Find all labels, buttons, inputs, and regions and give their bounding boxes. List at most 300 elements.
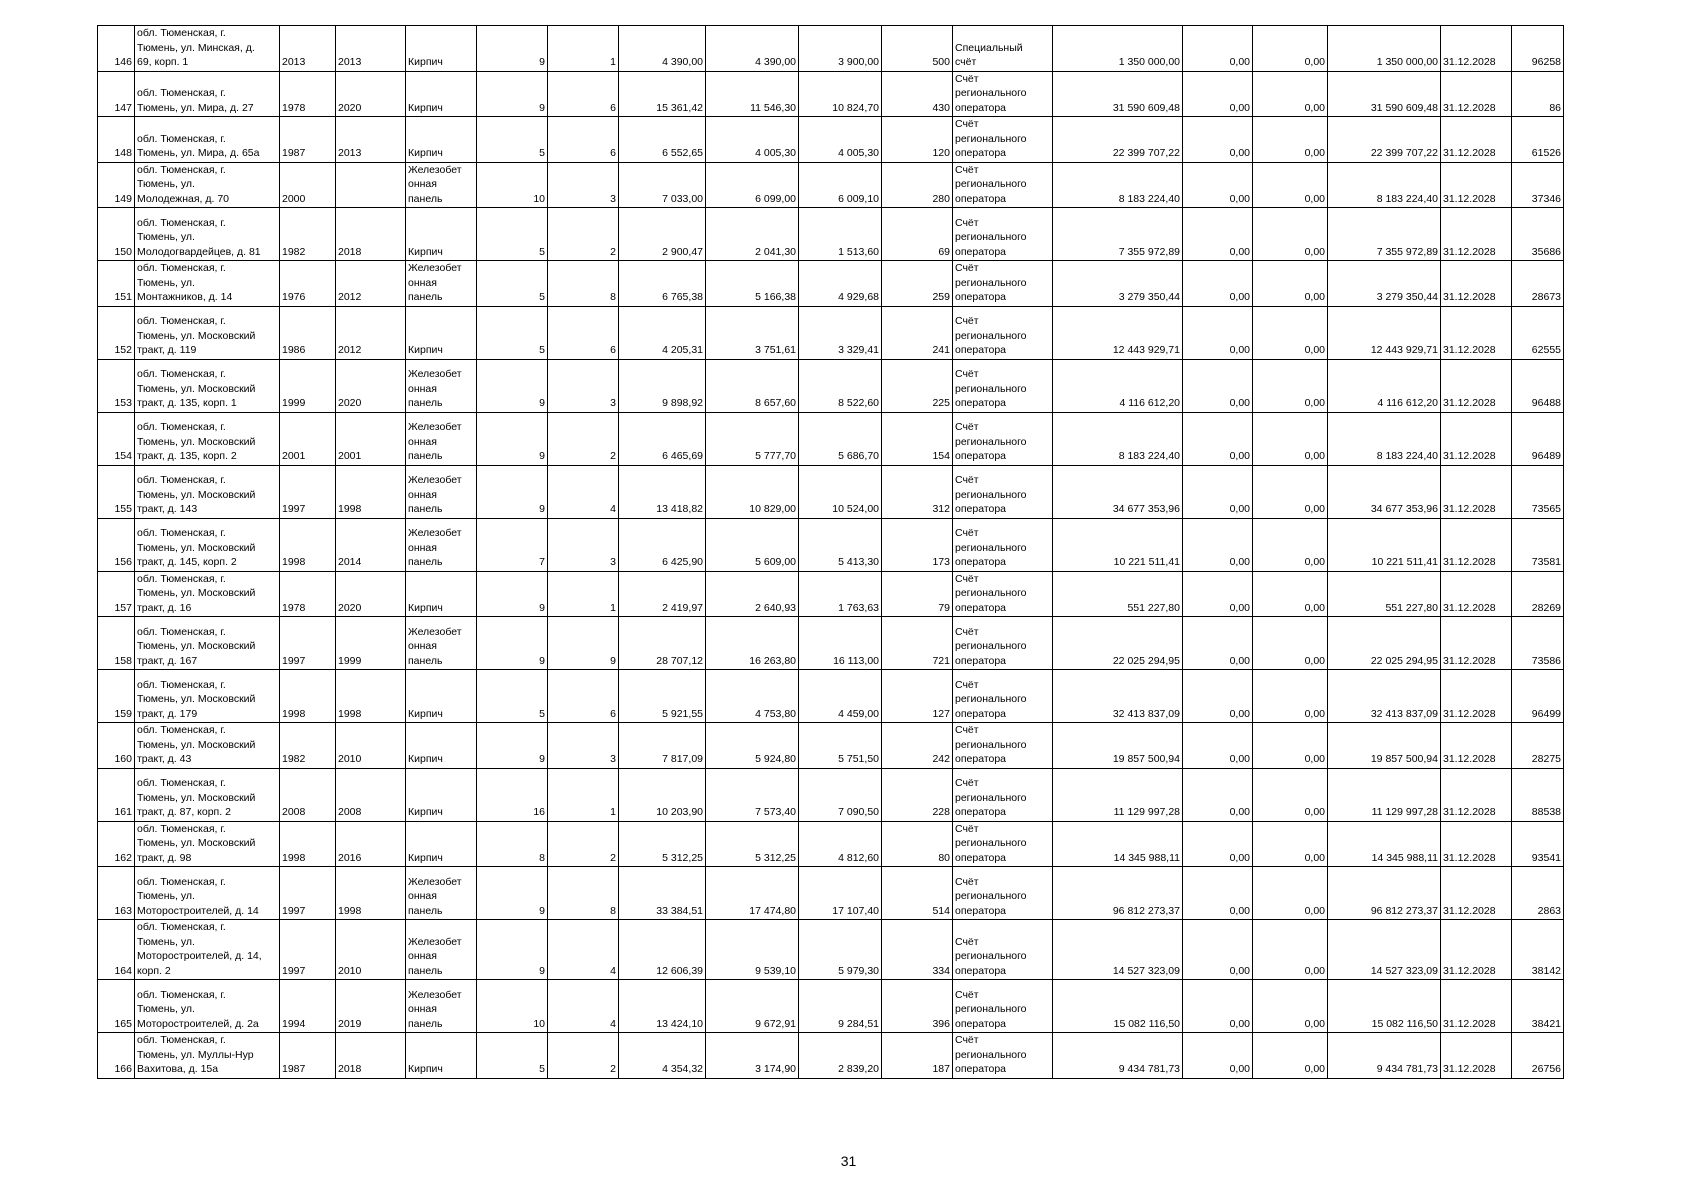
deadline-cell: 31.12.2028 — [1441, 359, 1512, 412]
table-row — [98, 518, 1564, 571]
residents-cell: 228 — [882, 768, 953, 821]
living-area-cell: 5 979,30 — [799, 920, 882, 980]
deadline-cell: 31.12.2028 — [1441, 1033, 1512, 1079]
total-cost-cell: 19 857 500,94 — [1053, 723, 1183, 769]
cost-b-cell: 0,00 — [1253, 26, 1328, 72]
cost-c-cell: 22 025 294,95 — [1328, 617, 1441, 670]
address-cell: обл. Тюменская, г. Тюмень, ул. Молодежная, д. 70 — [135, 162, 280, 208]
total-cost-cell: 22 399 707,22 — [1053, 117, 1183, 163]
wall-material-cell: Кирпич — [406, 71, 477, 117]
deadline-cell: 31.12.2028 — [1441, 306, 1512, 359]
living-area-cell: 1 763,63 — [799, 571, 882, 617]
address-cell: обл. Тюменская, г. Тюмень, ул. Московский тракт, д. 43 — [135, 723, 280, 769]
rooms-area-cell: 5 166,38 — [706, 261, 799, 307]
cost-a-cell: 0,00 — [1183, 208, 1253, 261]
rooms-area-cell: 5 609,00 — [706, 518, 799, 571]
total-cost-cell: 4 116 612,20 — [1053, 359, 1183, 412]
total-area-cell: 28 707,12 — [619, 617, 706, 670]
entrances-cell: 6 — [548, 71, 619, 117]
table-row — [98, 768, 1564, 821]
fund-method-cell: Счёт регионального оператора — [953, 71, 1053, 117]
year-built-cell: 1997 — [280, 617, 336, 670]
cost-b-cell: 0,00 — [1253, 670, 1328, 723]
row-number-cell: 146 — [98, 26, 135, 72]
address-cell: обл. Тюменская, г. Тюмень, ул. Московский тракт, д. 143 — [135, 465, 280, 518]
cost-b-cell: 0,00 — [1253, 518, 1328, 571]
row-number-cell: 163 — [98, 867, 135, 920]
deadline-cell: 31.12.2028 — [1441, 920, 1512, 980]
cost-a-cell: 0,00 — [1183, 920, 1253, 980]
house-code-cell: 37346 — [1512, 162, 1564, 208]
living-area-cell: 4 005,30 — [799, 117, 882, 163]
row-number-cell: 150 — [98, 208, 135, 261]
cost-a-cell: 0,00 — [1183, 71, 1253, 117]
fund-method-cell: Счёт регионального оператора — [953, 162, 1053, 208]
cost-c-cell: 1 350 000,00 — [1328, 26, 1441, 72]
year-built-cell: 1982 — [280, 723, 336, 769]
cost-c-cell: 551 227,80 — [1328, 571, 1441, 617]
total-area-cell: 6 765,38 — [619, 261, 706, 307]
wall-material-cell: Железобет онная панель — [406, 867, 477, 920]
cost-b-cell: 0,00 — [1253, 617, 1328, 670]
cost-b-cell: 0,00 — [1253, 465, 1328, 518]
entrances-cell: 6 — [548, 306, 619, 359]
entrances-cell: 1 — [548, 571, 619, 617]
year-overhaul-cell: 2020 — [336, 571, 406, 617]
house-code-cell: 73565 — [1512, 465, 1564, 518]
address-cell: обл. Тюменская, г. Тюмень, ул. Московский тракт, д. 87, корп. 2 — [135, 768, 280, 821]
year-built-cell: 1998 — [280, 518, 336, 571]
entrances-cell: 3 — [548, 723, 619, 769]
cost-c-cell: 12 443 929,71 — [1328, 306, 1441, 359]
row-number-cell: 166 — [98, 1033, 135, 1079]
year-built-cell: 1986 — [280, 306, 336, 359]
residents-cell: 242 — [882, 723, 953, 769]
total-area-cell: 4 354,32 — [619, 1033, 706, 1079]
cost-b-cell: 0,00 — [1253, 867, 1328, 920]
house-code-cell: 86 — [1512, 71, 1564, 117]
year-built-cell: 1997 — [280, 465, 336, 518]
house-code-cell: 73581 — [1512, 518, 1564, 571]
residents-cell: 396 — [882, 980, 953, 1033]
residents-cell: 120 — [882, 117, 953, 163]
total-cost-cell: 8 183 224,40 — [1053, 162, 1183, 208]
total-area-cell: 5 921,55 — [619, 670, 706, 723]
wall-material-cell: Железобет онная панель — [406, 261, 477, 307]
living-area-cell: 10 524,00 — [799, 465, 882, 518]
wall-material-cell: Железобет онная панель — [406, 162, 477, 208]
house-code-cell: 28269 — [1512, 571, 1564, 617]
floors-cell: 5 — [477, 208, 548, 261]
year-built-cell: 2000 — [280, 162, 336, 208]
house-code-cell: 73586 — [1512, 617, 1564, 670]
year-overhaul-cell: 2013 — [336, 117, 406, 163]
row-number-cell: 151 — [98, 261, 135, 307]
rooms-area-cell: 5 312,25 — [706, 821, 799, 867]
table-row — [98, 821, 1564, 867]
house-code-cell: 96489 — [1512, 412, 1564, 465]
wall-material-cell: Железобет онная панель — [406, 465, 477, 518]
cost-c-cell: 15 082 116,50 — [1328, 980, 1441, 1033]
residents-cell: 69 — [882, 208, 953, 261]
year-overhaul-cell: 2013 — [336, 26, 406, 72]
cost-b-cell: 0,00 — [1253, 162, 1328, 208]
rooms-area-cell: 3 174,90 — [706, 1033, 799, 1079]
year-built-cell: 1998 — [280, 670, 336, 723]
row-number-cell: 156 — [98, 518, 135, 571]
cost-c-cell: 8 183 224,40 — [1328, 412, 1441, 465]
floors-cell: 9 — [477, 359, 548, 412]
deadline-cell: 31.12.2028 — [1441, 465, 1512, 518]
rooms-area-cell: 6 099,00 — [706, 162, 799, 208]
fund-method-cell: Счёт регионального оператора — [953, 306, 1053, 359]
cost-a-cell: 0,00 — [1183, 1033, 1253, 1079]
rooms-area-cell: 17 474,80 — [706, 867, 799, 920]
floors-cell: 9 — [477, 617, 548, 670]
residents-cell: 430 — [882, 71, 953, 117]
cost-a-cell: 0,00 — [1183, 768, 1253, 821]
rooms-area-cell: 9 672,91 — [706, 980, 799, 1033]
deadline-cell: 31.12.2028 — [1441, 617, 1512, 670]
rooms-area-cell: 3 751,61 — [706, 306, 799, 359]
year-built-cell: 1987 — [280, 117, 336, 163]
table-row — [98, 1033, 1564, 1079]
living-area-cell: 16 113,00 — [799, 617, 882, 670]
entrances-cell: 2 — [548, 412, 619, 465]
entrances-cell: 8 — [548, 867, 619, 920]
living-area-cell: 6 009,10 — [799, 162, 882, 208]
total-cost-cell: 10 221 511,41 — [1053, 518, 1183, 571]
fund-method-cell: Счёт регионального оператора — [953, 617, 1053, 670]
living-area-cell: 8 522,60 — [799, 359, 882, 412]
entrances-cell: 3 — [548, 162, 619, 208]
house-code-cell: 38421 — [1512, 980, 1564, 1033]
table-row — [98, 723, 1564, 769]
floors-cell: 10 — [477, 980, 548, 1033]
row-number-cell: 149 — [98, 162, 135, 208]
year-built-cell: 1976 — [280, 261, 336, 307]
total-area-cell: 7 033,00 — [619, 162, 706, 208]
fund-method-cell: Счёт регионального оператора — [953, 920, 1053, 980]
row-number-cell: 147 — [98, 71, 135, 117]
total-cost-cell: 14 527 323,09 — [1053, 920, 1183, 980]
address-cell: обл. Тюменская, г. Тюмень, ул. Муллы-Нур Вахитова, д. 15а — [135, 1033, 280, 1079]
row-number-cell: 164 — [98, 920, 135, 980]
fund-method-cell: Счёт регионального оператора — [953, 359, 1053, 412]
year-overhaul-cell: 2010 — [336, 723, 406, 769]
row-number-cell: 148 — [98, 117, 135, 163]
total-area-cell: 4 390,00 — [619, 26, 706, 72]
residents-cell: 241 — [882, 306, 953, 359]
cost-a-cell: 0,00 — [1183, 306, 1253, 359]
entrances-cell: 8 — [548, 261, 619, 307]
total-area-cell: 6 465,69 — [619, 412, 706, 465]
floors-cell: 9 — [477, 412, 548, 465]
row-number-cell: 159 — [98, 670, 135, 723]
year-built-cell: 1998 — [280, 821, 336, 867]
fund-method-cell: Счёт регионального оператора — [953, 465, 1053, 518]
cost-c-cell: 8 183 224,40 — [1328, 162, 1441, 208]
rooms-area-cell: 10 829,00 — [706, 465, 799, 518]
cost-b-cell: 0,00 — [1253, 1033, 1328, 1079]
rooms-area-cell: 5 924,80 — [706, 723, 799, 769]
address-cell: обл. Тюменская, г. Тюмень, ул. Молодогвардейцев, д. 81 — [135, 208, 280, 261]
deadline-cell: 31.12.2028 — [1441, 670, 1512, 723]
cost-c-cell: 9 434 781,73 — [1328, 1033, 1441, 1079]
fund-method-cell: Счёт регионального оператора — [953, 1033, 1053, 1079]
fund-method-cell: Счёт регионального оператора — [953, 518, 1053, 571]
address-cell: обл. Тюменская, г. Тюмень, ул. Московский тракт, д. 145, корп. 2 — [135, 518, 280, 571]
cost-b-cell: 0,00 — [1253, 306, 1328, 359]
floors-cell: 10 — [477, 162, 548, 208]
cost-c-cell: 22 399 707,22 — [1328, 117, 1441, 163]
house-code-cell: 62555 — [1512, 306, 1564, 359]
wall-material-cell: Кирпич — [406, 306, 477, 359]
year-overhaul-cell: 2001 — [336, 412, 406, 465]
cost-b-cell: 0,00 — [1253, 571, 1328, 617]
house-code-cell: 93541 — [1512, 821, 1564, 867]
wall-material-cell: Кирпич — [406, 1033, 477, 1079]
entrances-cell: 6 — [548, 117, 619, 163]
year-built-cell: 1997 — [280, 920, 336, 980]
living-area-cell: 1 513,60 — [799, 208, 882, 261]
row-number-cell: 161 — [98, 768, 135, 821]
total-cost-cell: 12 443 929,71 — [1053, 306, 1183, 359]
floors-cell: 9 — [477, 920, 548, 980]
cost-a-cell: 0,00 — [1183, 867, 1253, 920]
total-cost-cell: 9 434 781,73 — [1053, 1033, 1183, 1079]
table-row — [98, 571, 1564, 617]
year-overhaul-cell: 2012 — [336, 306, 406, 359]
address-cell: обл. Тюменская, г. Тюмень, ул. Московский тракт, д. 98 — [135, 821, 280, 867]
entrances-cell: 4 — [548, 980, 619, 1033]
total-cost-cell: 22 025 294,95 — [1053, 617, 1183, 670]
total-area-cell: 2 900,47 — [619, 208, 706, 261]
cost-a-cell: 0,00 — [1183, 821, 1253, 867]
address-cell: обл. Тюменская, г. Тюмень, ул. Моторостроителей, д. 14 — [135, 867, 280, 920]
row-number-cell: 155 — [98, 465, 135, 518]
house-code-cell: 96488 — [1512, 359, 1564, 412]
deadline-cell: 31.12.2028 — [1441, 821, 1512, 867]
address-cell: обл. Тюменская, г. Тюмень, ул. Московский тракт, д. 135, корп. 2 — [135, 412, 280, 465]
year-overhaul-cell: 1999 — [336, 617, 406, 670]
address-cell: обл. Тюменская, г. Тюмень, ул. Моторостроителей, д. 14, корп. 2 — [135, 920, 280, 980]
cost-c-cell: 10 221 511,41 — [1328, 518, 1441, 571]
wall-material-cell: Железобет онная панель — [406, 920, 477, 980]
row-number-cell: 165 — [98, 980, 135, 1033]
wall-material-cell: Кирпич — [406, 26, 477, 72]
residents-cell: 79 — [882, 571, 953, 617]
cost-c-cell: 32 413 837,09 — [1328, 670, 1441, 723]
house-code-cell: 38142 — [1512, 920, 1564, 980]
address-cell: обл. Тюменская, г. Тюмень, ул. Московский тракт, д. 119 — [135, 306, 280, 359]
total-cost-cell: 14 345 988,11 — [1053, 821, 1183, 867]
total-cost-cell: 15 082 116,50 — [1053, 980, 1183, 1033]
residents-cell: 280 — [882, 162, 953, 208]
living-area-cell: 7 090,50 — [799, 768, 882, 821]
total-area-cell: 2 419,97 — [619, 571, 706, 617]
rooms-area-cell: 8 657,60 — [706, 359, 799, 412]
residents-cell: 225 — [882, 359, 953, 412]
residents-cell: 334 — [882, 920, 953, 980]
floors-cell: 9 — [477, 465, 548, 518]
table-row — [98, 980, 1564, 1033]
cost-a-cell: 0,00 — [1183, 617, 1253, 670]
year-built-cell: 2008 — [280, 768, 336, 821]
deadline-cell: 31.12.2028 — [1441, 412, 1512, 465]
residents-cell: 154 — [882, 412, 953, 465]
cost-c-cell: 11 129 997,28 — [1328, 768, 1441, 821]
living-area-cell: 4 929,68 — [799, 261, 882, 307]
cost-b-cell: 0,00 — [1253, 723, 1328, 769]
fund-method-cell: Счёт регионального оператора — [953, 867, 1053, 920]
cost-a-cell: 0,00 — [1183, 261, 1253, 307]
wall-material-cell: Кирпич — [406, 571, 477, 617]
year-overhaul-cell: 2012 — [336, 261, 406, 307]
living-area-cell: 5 413,30 — [799, 518, 882, 571]
cost-a-cell: 0,00 — [1183, 723, 1253, 769]
table-row — [98, 412, 1564, 465]
fund-method-cell: Счёт регионального оператора — [953, 670, 1053, 723]
table-row — [98, 306, 1564, 359]
total-cost-cell: 11 129 997,28 — [1053, 768, 1183, 821]
floors-cell: 9 — [477, 571, 548, 617]
entrances-cell: 1 — [548, 768, 619, 821]
wall-material-cell: Кирпич — [406, 723, 477, 769]
wall-material-cell: Кирпич — [406, 117, 477, 163]
address-cell: обл. Тюменская, г. Тюмень, ул. Минская, д. 69, корп. 1 — [135, 26, 280, 72]
total-area-cell: 6 425,90 — [619, 518, 706, 571]
residents-cell: 514 — [882, 867, 953, 920]
rooms-area-cell: 4 390,00 — [706, 26, 799, 72]
living-area-cell: 4 459,00 — [799, 670, 882, 723]
year-built-cell: 1997 — [280, 867, 336, 920]
floors-cell: 5 — [477, 1033, 548, 1079]
deadline-cell: 31.12.2028 — [1441, 26, 1512, 72]
table-row — [98, 920, 1564, 980]
year-overhaul-cell: 2018 — [336, 208, 406, 261]
cost-b-cell: 0,00 — [1253, 821, 1328, 867]
deadline-cell: 31.12.2028 — [1441, 571, 1512, 617]
living-area-cell: 5 751,50 — [799, 723, 882, 769]
cost-a-cell: 0,00 — [1183, 359, 1253, 412]
entrances-cell: 3 — [548, 518, 619, 571]
rooms-area-cell: 9 539,10 — [706, 920, 799, 980]
entrances-cell: 6 — [548, 670, 619, 723]
year-overhaul-cell: 2014 — [336, 518, 406, 571]
cost-c-cell: 4 116 612,20 — [1328, 359, 1441, 412]
rooms-area-cell: 11 546,30 — [706, 71, 799, 117]
cost-b-cell: 0,00 — [1253, 208, 1328, 261]
entrances-cell: 1 — [548, 26, 619, 72]
entrances-cell: 2 — [548, 1033, 619, 1079]
total-area-cell: 6 552,65 — [619, 117, 706, 163]
year-overhaul-cell: 2020 — [336, 359, 406, 412]
address-cell: обл. Тюменская, г. Тюмень, ул. Московский тракт, д. 179 — [135, 670, 280, 723]
cost-a-cell: 0,00 — [1183, 162, 1253, 208]
year-built-cell: 2001 — [280, 412, 336, 465]
total-cost-cell: 551 227,80 — [1053, 571, 1183, 617]
entrances-cell: 3 — [548, 359, 619, 412]
total-cost-cell: 1 350 000,00 — [1053, 26, 1183, 72]
floors-cell: 9 — [477, 723, 548, 769]
row-number-cell: 160 — [98, 723, 135, 769]
fund-method-cell: Счёт регионального оператора — [953, 261, 1053, 307]
house-code-cell: 2863 — [1512, 867, 1564, 920]
table-row — [98, 670, 1564, 723]
cost-a-cell: 0,00 — [1183, 571, 1253, 617]
total-area-cell: 4 205,31 — [619, 306, 706, 359]
residents-cell: 500 — [882, 26, 953, 72]
total-area-cell: 7 817,09 — [619, 723, 706, 769]
deadline-cell: 31.12.2028 — [1441, 768, 1512, 821]
floors-cell: 9 — [477, 71, 548, 117]
cost-c-cell: 96 812 273,37 — [1328, 867, 1441, 920]
table-row — [98, 465, 1564, 518]
year-overhaul-cell: 2020 — [336, 71, 406, 117]
total-area-cell: 10 203,90 — [619, 768, 706, 821]
total-area-cell: 9 898,92 — [619, 359, 706, 412]
cost-c-cell: 3 279 350,44 — [1328, 261, 1441, 307]
cost-b-cell: 0,00 — [1253, 412, 1328, 465]
row-number-cell: 158 — [98, 617, 135, 670]
table-row — [98, 208, 1564, 261]
total-area-cell: 15 361,42 — [619, 71, 706, 117]
entrances-cell: 9 — [548, 617, 619, 670]
house-code-cell: 28673 — [1512, 261, 1564, 307]
deadline-cell: 31.12.2028 — [1441, 261, 1512, 307]
fund-method-cell: Счёт регионального оператора — [953, 117, 1053, 163]
table-row — [98, 359, 1564, 412]
residents-cell: 312 — [882, 465, 953, 518]
deadline-cell: 31.12.2028 — [1441, 867, 1512, 920]
year-overhaul-cell: 2019 — [336, 980, 406, 1033]
living-area-cell: 10 824,70 — [799, 71, 882, 117]
total-cost-cell: 3 279 350,44 — [1053, 261, 1183, 307]
wall-material-cell: Железобет онная панель — [406, 359, 477, 412]
cost-c-cell: 14 527 323,09 — [1328, 920, 1441, 980]
deadline-cell: 31.12.2028 — [1441, 980, 1512, 1033]
residents-cell: 721 — [882, 617, 953, 670]
rooms-area-cell: 4 005,30 — [706, 117, 799, 163]
floors-cell: 5 — [477, 670, 548, 723]
wall-material-cell: Железобет онная панель — [406, 617, 477, 670]
living-area-cell: 9 284,51 — [799, 980, 882, 1033]
entrances-cell: 2 — [548, 208, 619, 261]
floors-cell: 7 — [477, 518, 548, 571]
row-number-cell: 162 — [98, 821, 135, 867]
floors-cell: 16 — [477, 768, 548, 821]
total-cost-cell: 8 183 224,40 — [1053, 412, 1183, 465]
wall-material-cell: Кирпич — [406, 821, 477, 867]
houses-table — [97, 25, 1564, 1079]
cost-a-cell: 0,00 — [1183, 465, 1253, 518]
house-code-cell: 35686 — [1512, 208, 1564, 261]
rooms-area-cell: 2 640,93 — [706, 571, 799, 617]
wall-material-cell: Кирпич — [406, 670, 477, 723]
table-row — [98, 617, 1564, 670]
fund-method-cell: Счёт регионального оператора — [953, 723, 1053, 769]
total-cost-cell: 96 812 273,37 — [1053, 867, 1183, 920]
cost-c-cell: 19 857 500,94 — [1328, 723, 1441, 769]
year-overhaul-cell: 1998 — [336, 867, 406, 920]
entrances-cell: 4 — [548, 465, 619, 518]
residents-cell: 80 — [882, 821, 953, 867]
residents-cell: 259 — [882, 261, 953, 307]
year-overhaul-cell — [336, 162, 406, 208]
page-number: 31 — [840, 1153, 857, 1169]
entrances-cell: 4 — [548, 920, 619, 980]
